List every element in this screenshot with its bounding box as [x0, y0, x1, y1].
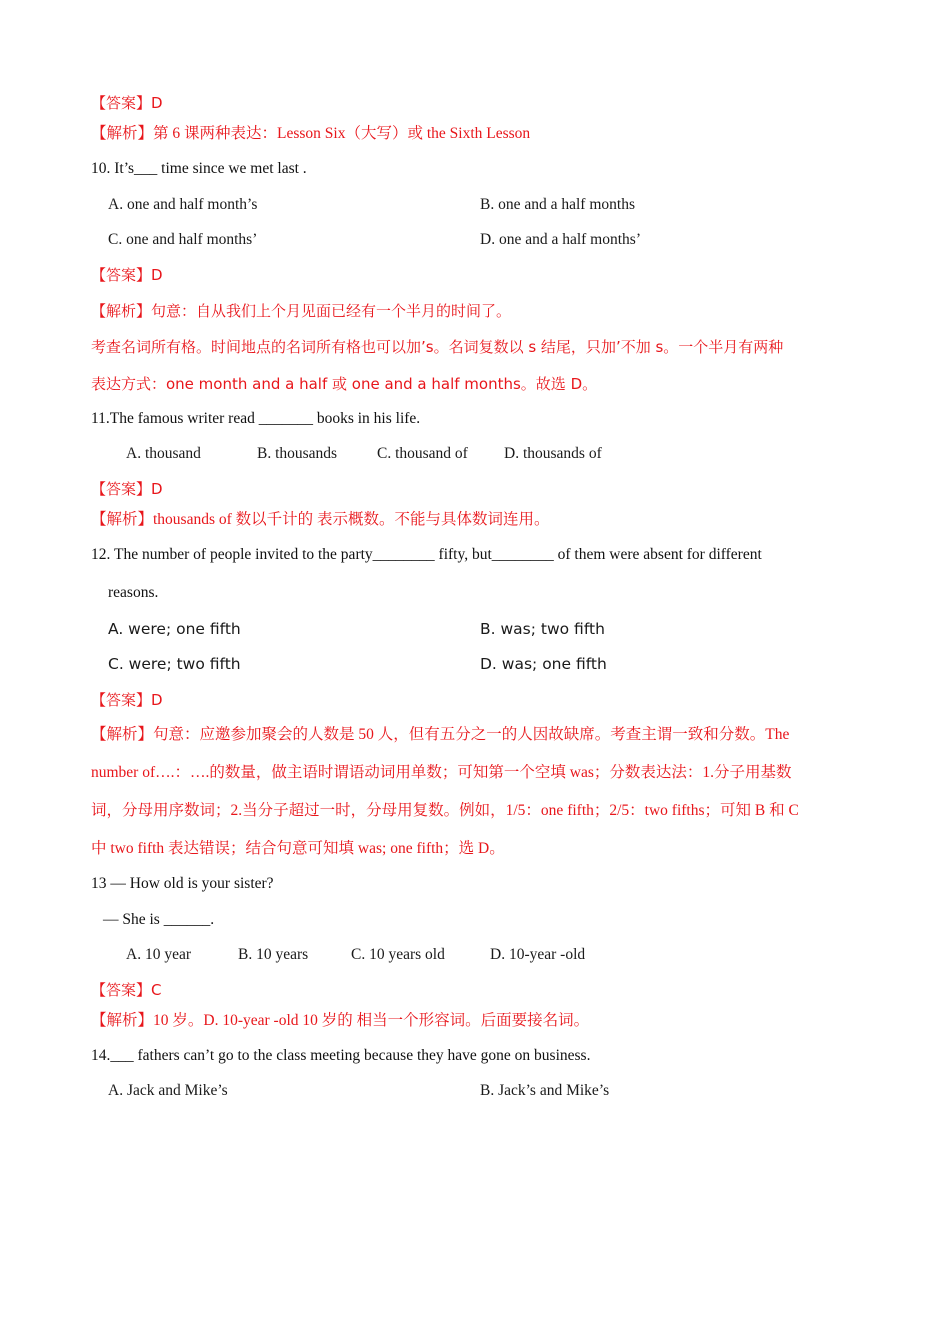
analysis-12-line-1: 【解析】句意：应邀参加聚会的人数是 50 人，但有五分之一的人因故缺席。考查主谓一致和分数。The — [91, 726, 790, 743]
question-14: 14.___ fathers can’t go to the class meeting because they have gone on business. — [91, 1047, 591, 1064]
answer-13: 【答案】C — [91, 981, 162, 999]
q13-option-d: D. 10-year -old — [490, 946, 586, 963]
q11-option-d: D. thousands of — [504, 445, 602, 462]
question-11: 11.The famous writer read _______ books in his life. — [91, 410, 421, 427]
q10-option-a: A. one and half month’s — [108, 196, 258, 213]
q13-option-b: B. 10 years — [238, 946, 309, 963]
analysis-10-line-3: 表达方式：one month and a half 或 one and a half months。故选 D。 — [91, 375, 598, 393]
q13-option-c: C. 10 years old — [351, 946, 445, 963]
analysis-13: 【解析】10 岁。D. 10-year -old 10 岁的 相当一个形容词。后面要接名词。 — [91, 1012, 590, 1029]
question-13: 13 — How old is your sister? — [91, 875, 274, 892]
q10-option-c: C. one and half months’ — [108, 231, 258, 248]
q10-option-d: D. one and a half months’ — [480, 231, 641, 248]
answer-10: 【答案】D — [91, 266, 163, 284]
answer-12: 【答案】D — [91, 691, 163, 709]
analysis-10-line-2: 考查名词所有格。时间地点的名词所有格也可以加’s。名词复数以 s 结尾，只加’不加 s。一个半月有两种 — [91, 338, 784, 356]
analysis-10-line-1: 【解析】句意：自从我们上个月见面已经有一个半月的时间了。 — [91, 302, 512, 320]
analysis-12-line-2: number of….：….的数量，做主语时谓语动词用单数；可知第一个空填 was；分数表达法：1.分子用基数 — [91, 764, 792, 781]
question-13-cont: — She is ______. — [103, 911, 215, 928]
q14-option-b: B. Jack’s and Mike’s — [480, 1082, 610, 1099]
q12-option-c: C. were; two fifth — [108, 655, 241, 673]
analysis-12-line-3: 词，分母用序数词；2.当分子超过一时，分母用复数。例如，1/5：one fifth；2/5：two fifths；可知 B 和 C — [91, 802, 799, 819]
q11-option-c: C. thousand of — [377, 445, 468, 462]
q12-option-d: D. was; one fifth — [480, 655, 607, 673]
q11-option-a: A. thousand — [126, 445, 201, 462]
analysis-9: 【解析】第 6 课两种表达：Lesson Six（大写）或 the Sixth Lesson — [91, 125, 531, 142]
q14-option-a: A. Jack and Mike’s — [108, 1082, 228, 1099]
analysis-12-line-4: 中 two fifth 表达错误；结合句意可知填 was; one fifth；选 D。 — [91, 840, 505, 857]
answer-11: 【答案】D — [91, 480, 163, 498]
q13-option-a: A. 10 year — [126, 946, 191, 963]
q12-option-a: A. were; one fifth — [108, 620, 241, 638]
q11-option-b: B. thousands — [257, 445, 338, 462]
answer-9: 【答案】D — [91, 94, 163, 112]
question-12-cont: reasons. — [108, 584, 159, 601]
analysis-11: 【解析】thousands of 数以千计的 表示概数。不能与具体数词连用。 — [91, 511, 550, 528]
q10-option-b: B. one and a half months — [480, 196, 635, 213]
q12-option-b: B. was; two fifth — [480, 620, 605, 638]
question-12: 12. The number of people invited to the party________ fifty, but________ of them were absent for different — [91, 546, 762, 563]
question-10: 10. It’s___ time since we met last . — [91, 160, 307, 177]
